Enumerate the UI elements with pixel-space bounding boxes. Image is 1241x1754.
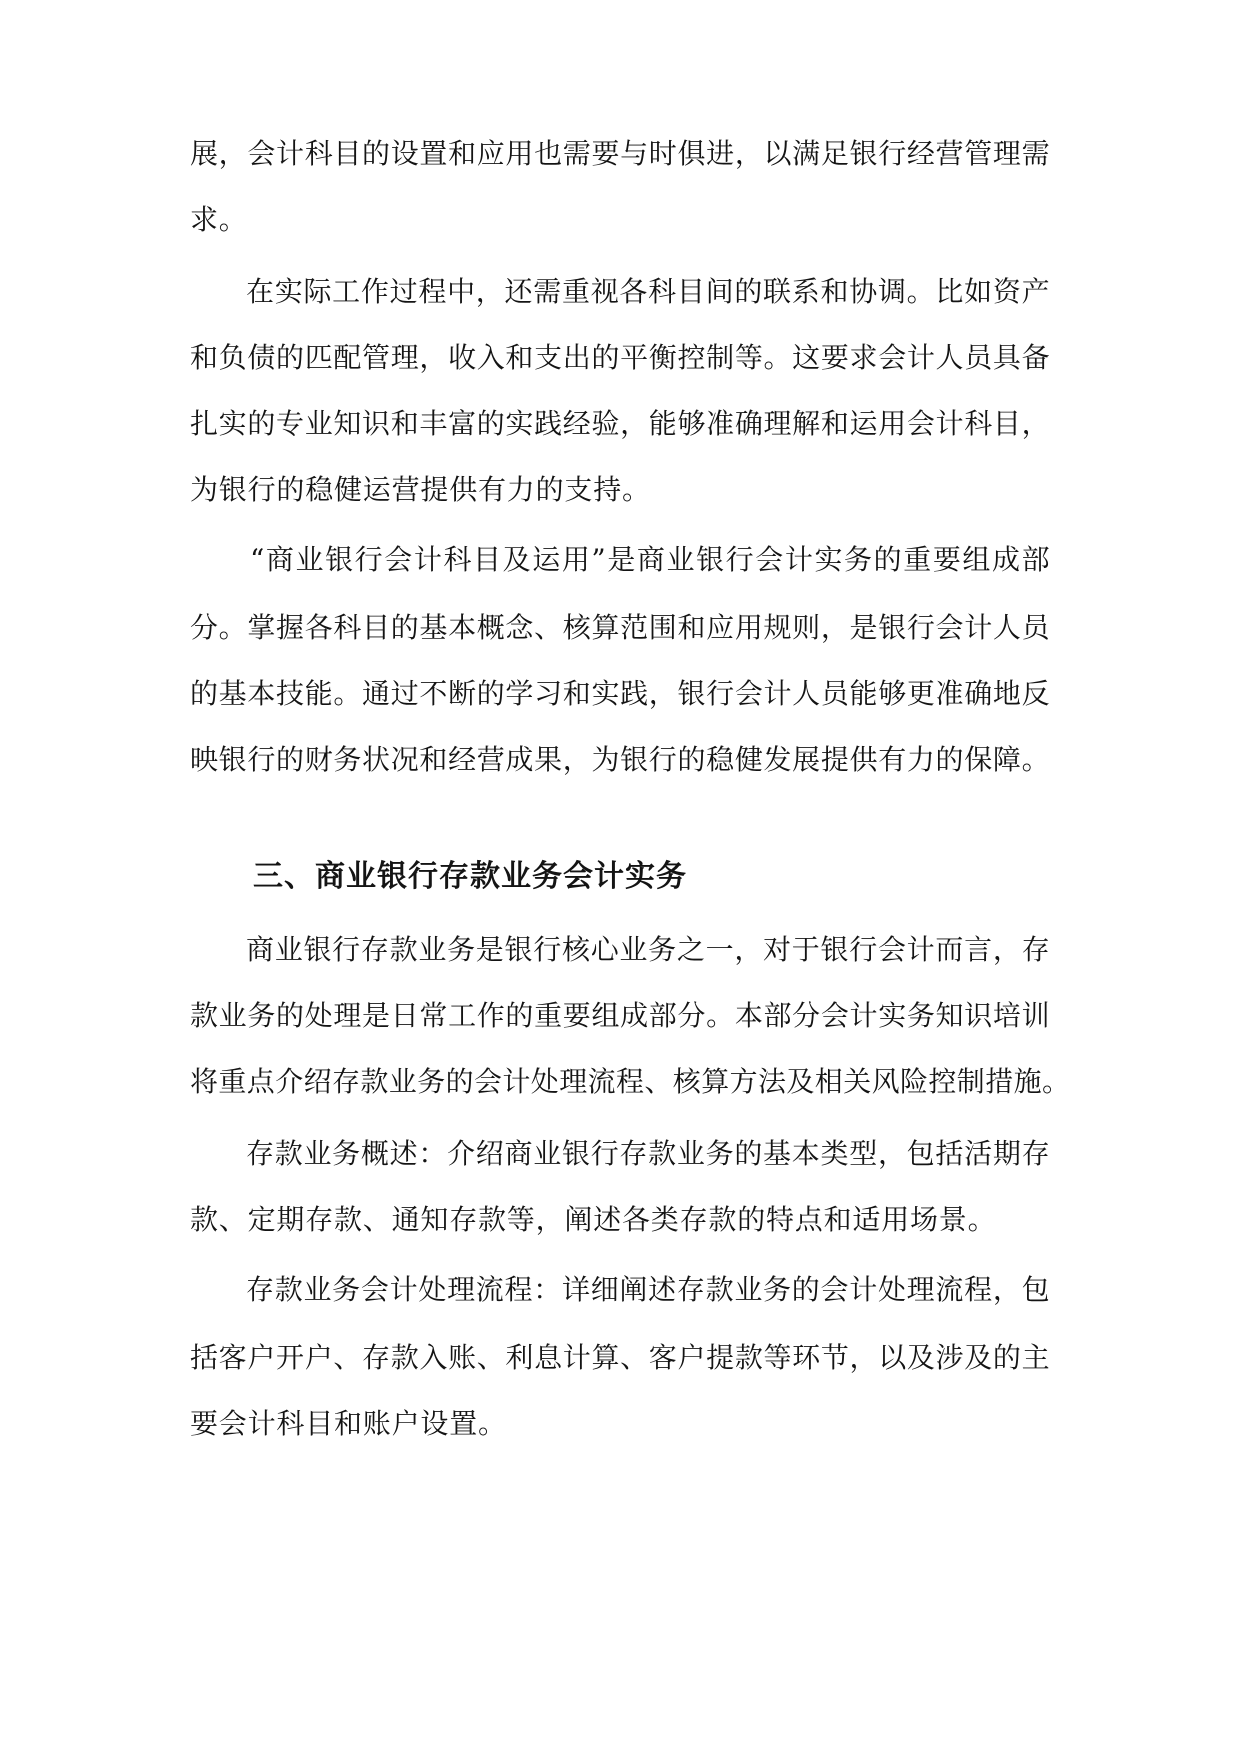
paragraph-line bbox=[0, 1404, 1241, 1444]
paragraph-line bbox=[0, 740, 1241, 780]
paragraph-text: 款、定期存款、通知存款等，阐述各类存款的特点和适用场景。 bbox=[190, 1203, 997, 1236]
paragraph-line bbox=[0, 200, 1241, 240]
paragraph-text: 将重点介绍存款业务的会计处理流程、核算方法及相关风险控制措施。 bbox=[190, 1065, 1071, 1098]
section-heading: 三、商业银行存款业务会计实务 bbox=[253, 859, 687, 894]
paragraph-text: 分。掌握各科目的基本概念、核算范围和应用规则，是银行会计人员 bbox=[190, 611, 1050, 644]
paragraph-text: 款业务的处理是日常工作的重要组成部分。本部分会计实务知识培训 bbox=[190, 999, 1050, 1032]
paragraph-line bbox=[0, 1270, 1241, 1310]
paragraph-text: 为银行的稳健运营提供有力的支持。 bbox=[190, 473, 651, 506]
paragraph-text: 存款业务会计处理流程：详细阐述存款业务的会计处理流程，包 bbox=[246, 1273, 1050, 1306]
paragraph-line bbox=[0, 338, 1241, 378]
paragraph-text: 要会计科目和账户设置。 bbox=[190, 1407, 507, 1440]
paragraph-line bbox=[0, 540, 1241, 580]
paragraph-line bbox=[0, 1134, 1241, 1174]
paragraph-text: 的基本技能。通过不断的学习和实践，银行会计人员能够更准确地反 bbox=[190, 677, 1050, 710]
paragraph-text: 求。 bbox=[190, 203, 248, 236]
paragraph-text: 括客户开户、存款入账、利息计算、客户提款等环节，以及涉及的主 bbox=[190, 1341, 1050, 1374]
paragraph-line bbox=[0, 272, 1241, 312]
paragraph-line bbox=[0, 1062, 1241, 1102]
paragraph-line bbox=[0, 996, 1241, 1036]
paragraph-text: “商业银行会计科目及运用”是商业银行会计实务的重要组成部 bbox=[250, 543, 1050, 576]
paragraph-text: 展，会计科目的设置和应用也需要与时俱进，以满足银行经营管理需 bbox=[190, 137, 1050, 170]
paragraph-line bbox=[0, 134, 1241, 174]
paragraph-line bbox=[0, 930, 1241, 970]
paragraph-text: 映银行的财务状况和经营成果，为银行的稳健发展提供有力的保障。 bbox=[190, 743, 1050, 776]
paragraph-text: 商业银行存款业务是银行核心业务之一，对于银行会计而言，存 bbox=[246, 933, 1050, 966]
paragraph-line bbox=[0, 608, 1241, 648]
paragraph-text: 扎实的专业知识和丰富的实践经验，能够准确理解和运用会计科目， bbox=[190, 407, 1050, 440]
paragraph-text: 存款业务概述：介绍商业银行存款业务的基本类型，包括活期存 bbox=[246, 1137, 1050, 1170]
paragraph-line bbox=[0, 1200, 1241, 1240]
paragraph-line bbox=[0, 1338, 1241, 1378]
paragraph-text: 在实际工作过程中，还需重视各科目间的联系和协调。比如资产 bbox=[246, 275, 1050, 308]
paragraph-line bbox=[0, 404, 1241, 444]
paragraph-line bbox=[0, 470, 1241, 510]
paragraph-text: 和负债的匹配管理，收入和支出的平衡控制等。这要求会计人员具备 bbox=[190, 341, 1050, 374]
paragraph-line bbox=[0, 674, 1241, 714]
